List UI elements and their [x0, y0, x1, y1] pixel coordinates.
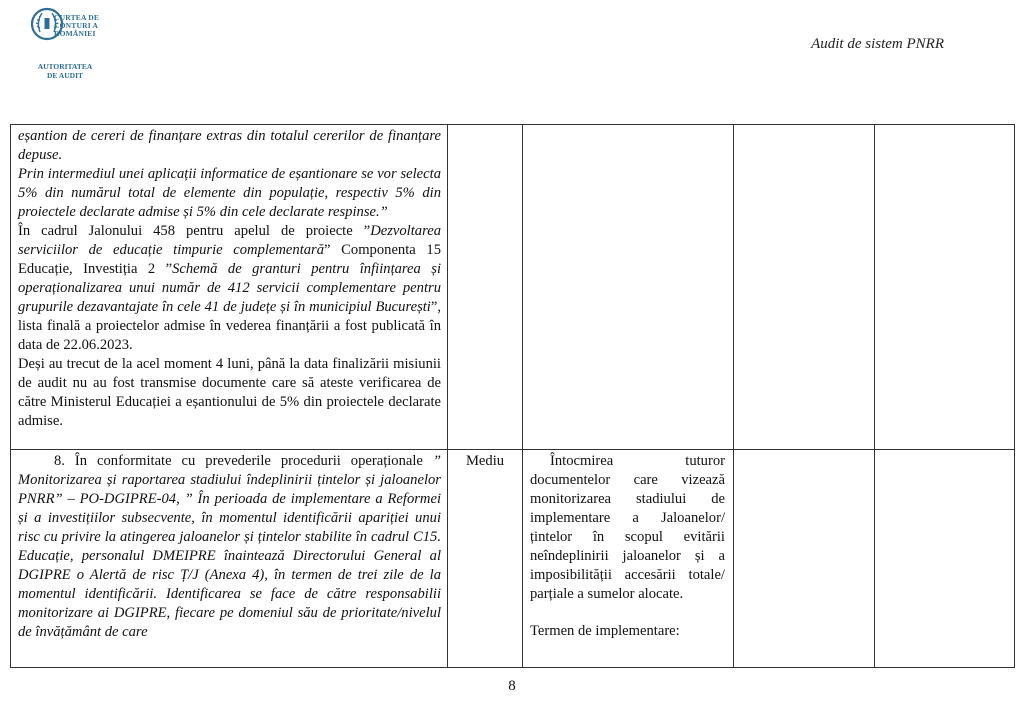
- recommendation-cell: [523, 125, 734, 450]
- finding-paragraph: 8. În conformitate cu prevederile procedurii operaționale ” Monitorizarea și raportarea stadiului îndeplinirii țintelor și jaloanelor PNRR” – PO-DGIPRE-04, ” În perioada de implementare a Reformei și a investițiilor subsecvente, în momentul identificării apariției unui risc cu privire la atingerea jaloanelor și țintelor stabilite în cadrul C15. Educație, personalul DMEIPRE înaintează Directorului General al DGIPRE o Alertă de risc Ț/J (Anexa 4), în termen de trei zile de la momentul identificării. Identificarea se face de către responsabilii monitorizare ai DGIPRE, fiecare pe domeniul său de prioritate/nivelul de învățământ de care: [18, 453, 441, 640]
- finding-cell: [11, 450, 448, 668]
- logo-subtitle: AUTORITATEA DE AUDIT: [37, 62, 93, 80]
- risk-level: Mediu: [448, 450, 523, 668]
- finding-paragraph: Prin intermediul unei aplicații informatice de eșantionare se vor selecta 5% din numărul total de elemente din populație, respectiv 5% din proiectele declarate admise și 5% din cele declarate respinse.”: [18, 166, 441, 220]
- table-row: [11, 450, 1015, 668]
- recommendation-text: Întocmirea tuturor documentelor care vizează monitorizarea stadiului de implementare a Jaloanelor/ țintelor în scopul evitării neîndeplinirii jaloanelor și a imposibilității accesării totale/ parțiale a sumelor alocate.: [530, 453, 725, 602]
- empty-cell: [734, 450, 875, 668]
- table-row: [11, 125, 1015, 450]
- page-number: 8: [508, 678, 516, 694]
- empty-cell: [734, 125, 875, 450]
- audit-table: [10, 124, 1015, 668]
- logo-name: CURTEA DE CONTURI A ROMÂNIEI: [54, 13, 100, 38]
- risk-cell: [448, 125, 523, 450]
- finding-paragraph: eșantion de cereri de finanțare extras din totalul cererilor de finanțare depuse.: [18, 128, 441, 163]
- recommendation-cell: [523, 450, 734, 668]
- empty-cell: [875, 125, 1015, 450]
- header-title: Audit de sistem PNRR: [811, 36, 944, 52]
- finding-paragraph: Deși au trecut de la acel moment 4 luni, până la data finalizării misiunii de audit nu au fost transmise documente care să ateste verificarea de către Ministerul Educației a eșantionului de 5% din proiectele declarate admise.: [18, 356, 441, 429]
- logo: [30, 4, 122, 100]
- deadline-label: Termen de implementare:: [530, 623, 680, 639]
- finding-cell: [11, 125, 448, 450]
- empty-cell: [875, 450, 1015, 668]
- finding-paragraph: În cadrul Jalonului 458 pentru apelul de proiecte ”Dezvoltarea serviciilor de educație timpurie complementară” Componenta 15 Educație, Investiția 2 ”Schemă de granturi pentru înființarea și operaționalizarea unui număr de 412 servicii complementare pentru grupurile dezavantajate în cele 41 de județe și în municipiul București”, lista finală a proiectelor admise în vederea finanțării a fost publicată în data de 22.06.2023.: [18, 223, 441, 353]
